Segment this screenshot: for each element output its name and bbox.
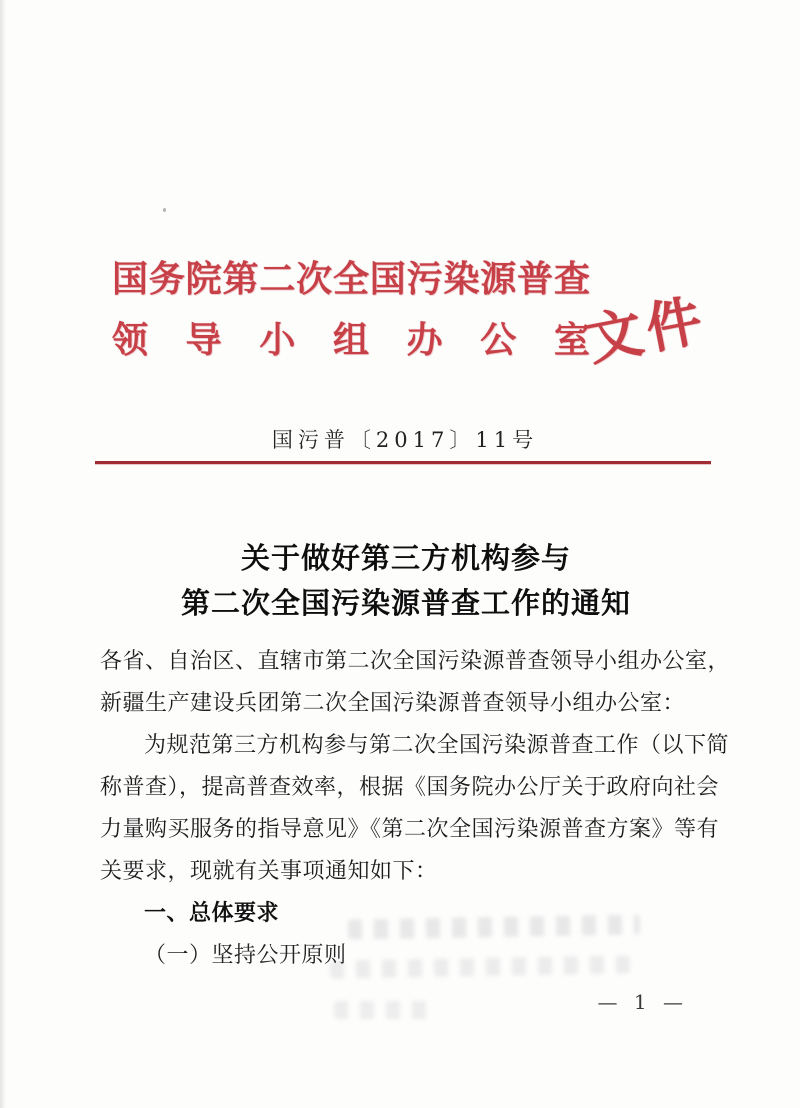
salutation-line-2: 新疆生产建设兵团第二次全国污染源普查领导小组办公室： — [100, 691, 686, 716]
document-body — [100, 641, 740, 977]
red-divider-line — [95, 461, 711, 464]
scan-edge-shadow — [0, 0, 6, 1108]
bleedthrough-artifact — [334, 1001, 430, 1019]
salutation-line-1: 各省、自治区、直辖市第二次全国污染源普查领导小组办公室， — [100, 649, 731, 674]
document-type-label: 文件 — [581, 286, 712, 373]
subsection-heading: （一）坚持公开原则 — [144, 943, 347, 968]
scan-speck — [163, 208, 166, 212]
issuing-agency-line-1: 国 务 院 第 二 次 全 国 污 染 源 普 查 — [112, 258, 590, 300]
page-number: — 1 — — [597, 990, 688, 1014]
document-title — [100, 536, 712, 626]
paragraph-line-4: 关要求，现就有关事项通知如下： — [100, 859, 438, 884]
title-line-1: 关于做好第三方机构参与 — [240, 541, 571, 575]
title-line-2: 第二次全国污染源普查工作的通知 — [180, 586, 631, 620]
issuing-agency-line-2: 领 导 小 组 办 公 室 — [112, 319, 590, 361]
section-heading: 一、总体要求 — [144, 901, 280, 926]
paragraph-line-2: 称普查），提高普查效率，根据《国务院办公厅关于政府向社会 — [100, 775, 720, 800]
paragraph-line-1: 为规范第三方机构参与第二次全国污染源普查工作（以下简 — [144, 733, 730, 758]
document-number: 国污普〔2017〕11号 — [271, 428, 539, 452]
masthead — [112, 246, 590, 368]
paragraph-line-3: 力量购买服务的指导意见》《第二次全国污染源普查方案》等有 — [100, 817, 720, 842]
